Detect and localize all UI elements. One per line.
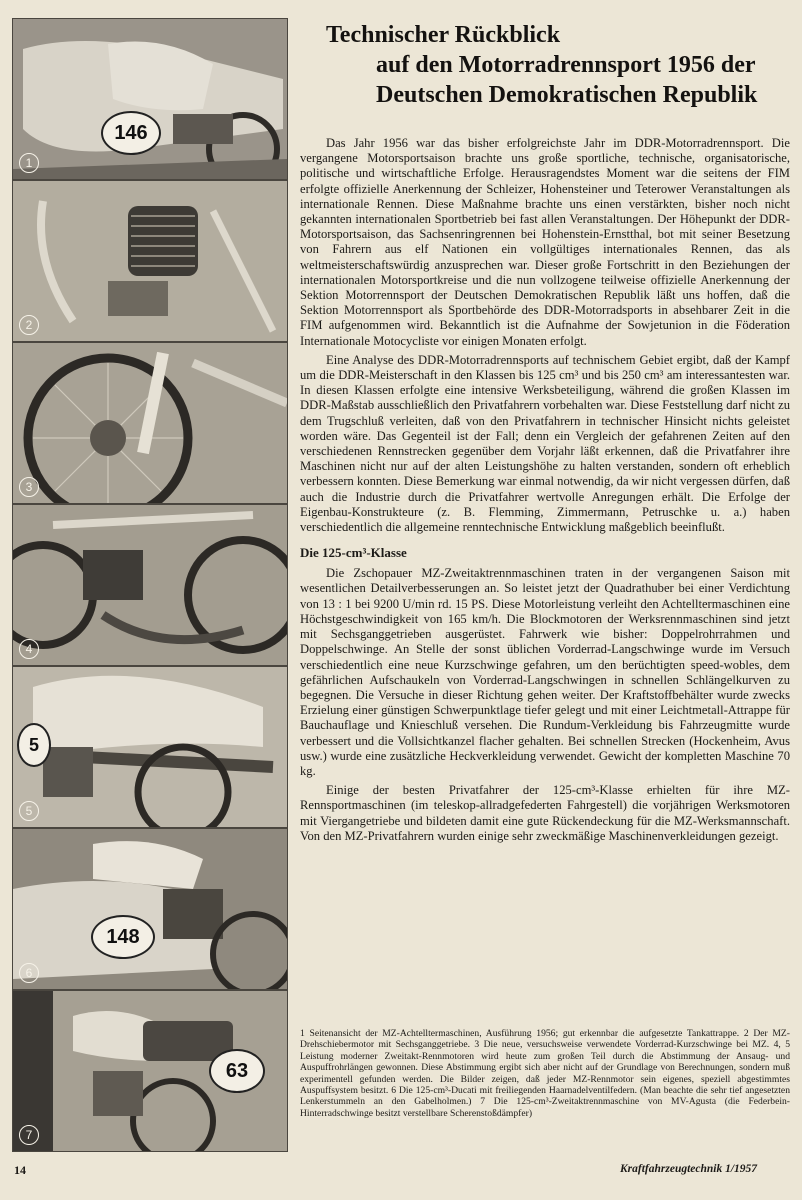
photo-2-image (13, 181, 287, 341)
photo-3-image (13, 343, 287, 503)
photo-number: 1 (19, 153, 39, 173)
photo-6 (12, 828, 288, 990)
photo-captions: 1 Seitenansicht der MZ-Achtelltermaschinen, Ausführung 1956; gut erkennbar die aufgesetzte Tankattrappe. 2 Der MZ-Drehschiebermotor mit Sechsganggetriebe. 3 Die neue, versuchsweise verwendete Vorderrad-Kurzschwinge bei MZ. 4, 5 Leistung moderner Zweitakt-Rennmotoren wird heute zum großen Teil durch die Abstimmung der Ansaug- und Auspuffrohrlängen gewonnen. Diese Abstimmung ergibt sich aber nicht auf der Grundlage von Berechnungen, sondern muß experimentell gefunden werden. Die Bilder zeigen, daß jeder MZ-Rennmotor sein eigenes, speziell abgestimmtes Auspuffsystem besitzt. 6 Die 125-cm³-Ducati mit freiliegenden Haarnadelventilfedern. (Man beachte die sehr tief angesetzten Lenkerstummeln an den Gabelholmen.) 7 Die 125-cm³-Zweitaktrennmaschine von MV-Agusta (die Federbein-Hinterradschwinge besitzt verstellbare Scherenstoßdämpfer) (300, 1028, 790, 1119)
photo-1-image (13, 19, 287, 179)
paragraph: Eine Analyse des DDR-Motorradrennsports auf technischem Gebiet ergibt, daß der Kampf um die DDR-Meisterschaft in den Klassen bis 125 cm³ und bis 250 cm³ am interessantesten war. In diesen Klassen erfolgte eine intensive Werksbeteiligung, während die großen Klassen im DDR-Maßstab ausschließlich den Privatfahrern vorbehalten war. Diese Feststellung darf nicht zu dem Trugschluß verleiten, daß von den Privatfahrern in technischer Hinsicht nichts geleistet worden wäre. Das Gegenteil ist der Fall; denn ein Vergleich der gefahrenen Zeiten auf den verschiedenen Rennstrecken gegenüber dem Vorjahr läßt erkennen, daß die Privatfahrer ihre Maschinen nicht nur auf der alten Leistungshöhe zu halten verstanden, sondern oft erheblich verbessern konnten. Diese Bemerkung war einmal notwendig, da wir nicht vergessen dürfen, daß auch die Industrie durch die Privatfahrer wertvolle Anregungen erhält. Die Erfolge der Eigenbau-Konstrukteure (z. B. Flemming, Zimmermann, Petruschke u. a.) haben verschiedentlich die allgemeine renntechnische Entwicklung maßgeblich beeinflußt. (300, 352, 790, 535)
paragraph: Das Jahr 1956 war das bisher erfolgreichste Jahr im DDR-Motorradrennsport. Die vergangene Motorsportsaison brachte uns große sportliche, technische, organisatorische, politische und wirtschaftliche Erfolge. Herausragendstes Moment war die seitens der FIM erfolgte offizielle Anerkennung der Schleizer, Hohensteiner und Teterower Veranstaltungen als internationale Rennen. Diese Maßnahme brachte uns einen verstärkten, bisher noch nicht gekannten internationalen Sportbetrieb bei fast allen Veranstaltungen. Der Höhepunkt der DDR-Motorsportsaison, das Sachsenringrennen bei Hohenstein-Ernstthal, bot mit seiner Besetzung von Fahrern aus elf Nationen ein vollgültiges internationales Rennen, das als weltmeisterschaftswürdig anzusprechen war. Dieser große Fortschritt in den Beziehungen der internationalen Motorsportkreise und die nun vollzogene teilweise offizielle Anerkennung der Sektion Motorrennsport der Deutschen Demokratischen Republik läßt uns hoffen, daß die Sektion Motorrennsport als Sportbehörde des DDR-Motorradsports in absehbarer Zeit in die FIM aufgenommen wird. Bekanntlich ist die Aufnahme der Sowjetunion in die Föderation Internationale Motocycliste vor einigen Monaten erfolgt. (300, 136, 790, 348)
article-body (300, 136, 790, 848)
photo-number: 7 (19, 1125, 39, 1145)
photo-number: 2 (19, 315, 39, 335)
paragraph: Die Zschopauer MZ-Zweitaktrennmaschinen traten in der vergangenen Saison mit wesentlichen Detailverbesserungen an. So leistet jetzt der Quadrathuber bei einer Verdichtung von 13 : 1 bei 9200 U/min rd. 15 PS. Diese Motorleistung verleiht den Achtelltermaschinen eine Höchstgeschwindigkeit von 165 km/h. Die Blockmotoren der Werksrennmaschinen sind jetzt mit Sechsganggetrieben ausgerüstet. Fahrwerk wie bisher: Doppelrohrrahmen und Doppelschwinge. An Stelle der sonst üblichen Vorderrad-Langschwinge wurde im Versuch verschiedentlich eine neue Kurzschwinge gefahren, um den berüchtigten speed-wobles, dem gefährlichen Aufschaukeln von Vorderrad-Langschwingen in schnellen Schlängelkurven zu begegnen. Die Versuche in dieser Richtung gehen weiter. Der Kraftstoffbehälter wurde zwecks Erzielung einer günstigen Schwerpunktlage tiefer gelegt und mit einer Leichtmetall-Attrappe für Bauchauflage und Knieschluß versehen. Die Rundum-Verkleidung bis Fahrzeugmitte wurde verbessert und die Vollsichtkanzel flacher gehalten. Bei schnellen Strecken (Hockenheim, Avus usw.) wurde eine zusätzliche Heckverkleidung verwendet. Gewicht der kompletten Maschine 70 kg. (300, 566, 790, 778)
photo-7 (12, 990, 288, 1152)
photo-number: 3 (19, 477, 39, 497)
magazine-issue: Kraftfahrzeugtechnik 1/1957 (620, 1163, 758, 1175)
article-title (326, 20, 786, 110)
photo-4-image (13, 505, 287, 665)
photo-2 (12, 180, 288, 342)
photo-number: 4 (19, 639, 39, 659)
photo-4 (12, 504, 288, 666)
paragraph: Einige der besten Privatfahrer der 125-cm³-Klasse erhielten für ihre MZ-Rennsportmaschinen (im teleskop-allradgefederten Fahrgestell) die vorjährigen Werksmotoren mit Viergangetriebe und bildeten damit eine gute Rückendeckung für die MZ-Werksmannschaft. Von den MZ-Privatfahrern wurden einige sehr zweckmäßige Maschinenverkleidungen gezeigt. (300, 783, 790, 843)
section-heading: Die 125-cm³-Klasse (300, 545, 407, 561)
photo-number: 5 (19, 801, 39, 821)
race-number-plate: 5 (17, 723, 51, 767)
photo-6-image (13, 829, 287, 989)
photo-5-image (13, 667, 287, 827)
photo-5 (12, 666, 288, 828)
title-line-3: Deutschen Demokratischen Republik (376, 82, 758, 108)
race-number-plate: 148 (91, 915, 155, 959)
title-line-2: auf den Motorradrennsport 1956 der (376, 52, 756, 78)
title-line-1: Technischer Rückblick (326, 22, 561, 48)
photo-1 (12, 18, 288, 180)
race-number-plate: 146 (101, 111, 161, 155)
photo-3 (12, 342, 288, 504)
page-number: 14 (14, 1163, 26, 1177)
photo-number: 6 (19, 963, 39, 983)
race-number-plate: 63 (209, 1049, 265, 1093)
